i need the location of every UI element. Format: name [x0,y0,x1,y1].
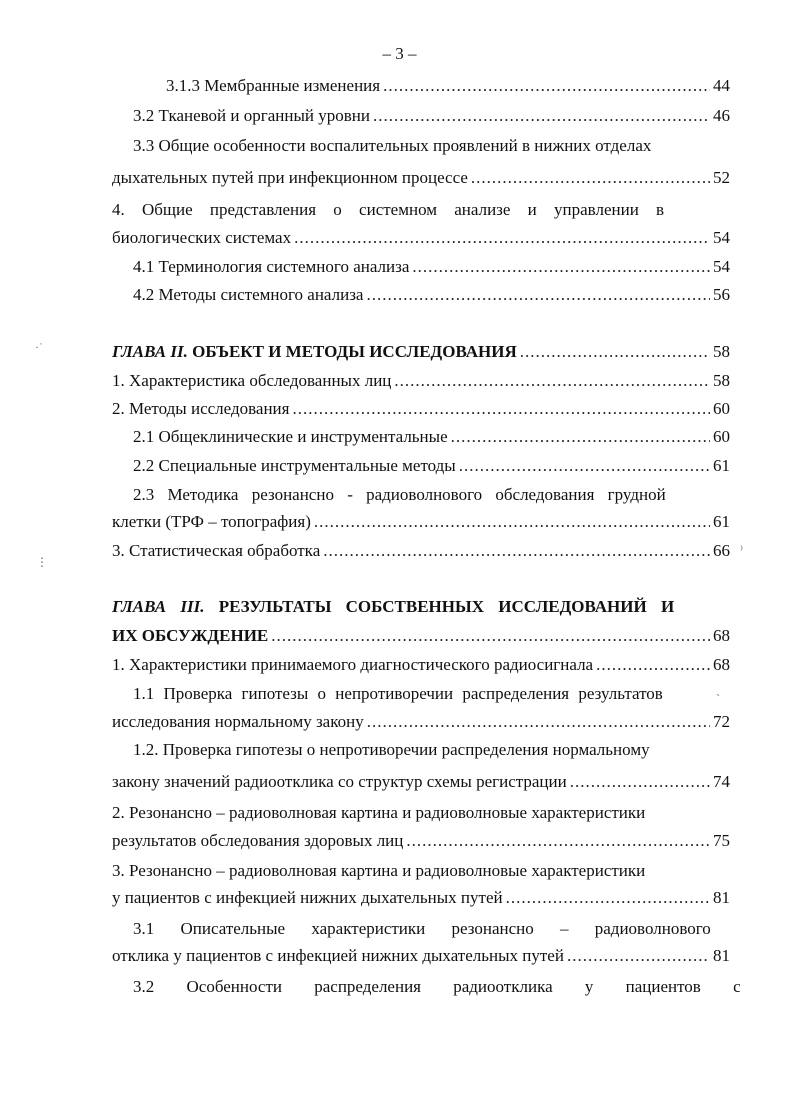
leader-dots [451,427,710,447]
toc-entry [112,888,730,908]
leader-dots [383,76,710,96]
toc-entry-page: 60 [713,399,730,418]
leader-dots [570,772,710,792]
toc-entry-page: 81 [713,888,730,907]
toc-entry-page: 61 [713,456,730,475]
toc-entry-page: 81 [713,946,730,965]
toc-entry-title: 2. Резонансно – радиоволновая картина и радиоволновые характеристики [112,803,646,822]
scan-speck: ·˙ [35,340,43,354]
leader-dots [520,342,710,362]
toc-entry-title [112,200,708,220]
toc-entry [112,168,730,188]
leader-dots [596,655,710,675]
toc-entry [112,712,730,732]
toc-entry-title: 1. Характеристика обследованных лиц [112,371,392,390]
toc-entry-title [133,977,741,997]
leader-dots [506,888,710,908]
toc-entry-page: 44 [713,76,730,95]
toc-entry [133,427,730,447]
toc-entry-title: результатов обследования здоровых лиц [112,831,404,850]
toc-entry-title-text: 3.1 Описательные характеристики резонансно – радиоволнового [133,919,711,938]
toc-entry [112,541,730,561]
toc-entry [112,228,730,248]
toc-entry [133,106,730,126]
toc-entry-title [133,485,706,505]
toc-entry [112,831,730,851]
toc-entry-page: 52 [713,168,730,187]
scan-speck: ˴ [716,686,720,700]
scan-speck: ⋮ [36,555,48,569]
toc-entry [112,655,730,675]
chapter-name: РЕЗУЛЬТАТЫ СОБСТВЕННЫХ ИССЛЕДОВАНИЙ И [204,597,675,616]
toc-entry [133,285,730,305]
toc-entry-page: 60 [713,427,730,446]
toc-entry-title: 4.1 Терминология системного анализа [133,257,410,276]
page-number: – 3 – [382,44,417,63]
toc-entry [133,456,730,476]
leader-dots [292,399,710,419]
toc-entry-title: дыхательных путей при инфекционном процессе [112,168,468,187]
toc-entry-title-text: 4. Общие представления о системном анализе и управлении в [112,200,665,219]
toc-entry-page: 54 [713,257,730,276]
toc-entry [112,399,730,419]
toc-entry-title: 2.1 Общеклинические и инструментальные [133,427,448,446]
leader-dots [567,946,710,966]
chapter-name: ОБЪЕКТ И МЕТОДЫ ИССЛЕДОВАНИЯ [187,342,517,361]
toc-entry-page: 58 [713,342,730,361]
toc-chapter [112,597,708,617]
toc-entry [166,76,730,96]
toc-entry-title: 2.2 Специальные инструментальные методы [133,456,456,475]
leader-dots [366,285,710,305]
toc-entry-page: 54 [713,228,730,247]
toc-entry [133,257,730,277]
toc-entry [112,946,730,966]
leader-dots [471,168,710,188]
leader-dots [373,106,710,126]
chapter-prefix: ГЛАВА II. [112,342,188,361]
toc-entry-title-text: 2.3 Методика резонансно - радиоволнового обследования грудной [133,485,666,504]
toc-chapter [112,626,730,646]
toc-entry-title: 1.2. Проверка гипотезы о непротиворечии распределения нормальному [133,740,650,759]
toc-entry-page: 68 [713,626,730,645]
scan-speck: ⁾ [740,543,743,557]
toc-entry-title: 2. Методы исследования [112,399,290,418]
toc-entry-title: отклика у пациентов с инфекцией нижних дыхательных путей [112,946,564,965]
toc-entry-page: 61 [713,512,730,531]
toc-entry-page: 75 [713,831,730,850]
toc-entry-title: 3. Статистическая обработка [112,541,321,560]
toc-entry-title-text: 3.2 Особенности распределения радиоотклика у пациентов с [133,977,741,996]
leader-dots [271,626,710,646]
chapter-name: ИХ ОБСУЖДЕНИЕ [112,626,269,645]
toc-entry-title: биологических системах [112,228,292,247]
leader-dots [412,257,710,277]
toc-entry [112,512,730,532]
leader-dots [323,541,710,561]
leader-dots [314,512,710,532]
toc-entry-page: 66 [713,541,730,560]
leader-dots [459,456,710,476]
toc-entry-page: 72 [713,712,730,731]
chapter-title [112,597,674,617]
toc-entry-page: 58 [713,371,730,390]
toc-entry-title: исследования нормальному закону [112,712,364,731]
toc-entry-title: у пациентов с инфекцией нижних дыхательных путей [112,888,503,907]
toc-entry-title: 3.1.3 Мембранные изменения [166,76,381,95]
toc-entry [112,371,730,391]
toc-entry-page: 74 [713,772,730,791]
toc-entry-title [133,919,711,939]
toc-entry-page: 68 [713,655,730,674]
toc-entry-title: 3.3 Общие особенности воспалительных проявлений в нижних отделах [133,136,652,155]
toc-entry [112,772,730,792]
toc-entry-title: 1. Характеристики принимаемого диагностического радиосигнала [112,655,594,674]
toc-entry-page: 56 [713,285,730,304]
toc-entry-title: клетки (ТРФ – топография) [112,512,311,531]
chapter-prefix: ГЛАВА III. [112,597,205,616]
leader-dots [294,228,710,248]
toc-entry-title-text: 1.1 Проверка гипотезы о непротиворечии распределения результатов [133,684,663,703]
toc-entry-title: 3.2 Тканевой и органный уровни [133,106,370,125]
leader-dots [406,831,710,851]
leader-dots [394,371,710,391]
toc-entry-title: 3. Резонансно – радиоволновая картина и радиоволновые характеристики [112,861,646,880]
chapter-title [112,342,517,362]
leader-dots [367,712,710,732]
toc-entry-title: закону значений радиоотклика со структур схемы регистрации [112,772,567,791]
toc-entry-title [133,684,706,704]
toc-entry-title: 4.2 Методы системного анализа [133,285,364,304]
toc-entry-page: 46 [713,106,730,125]
toc-chapter [112,342,730,362]
